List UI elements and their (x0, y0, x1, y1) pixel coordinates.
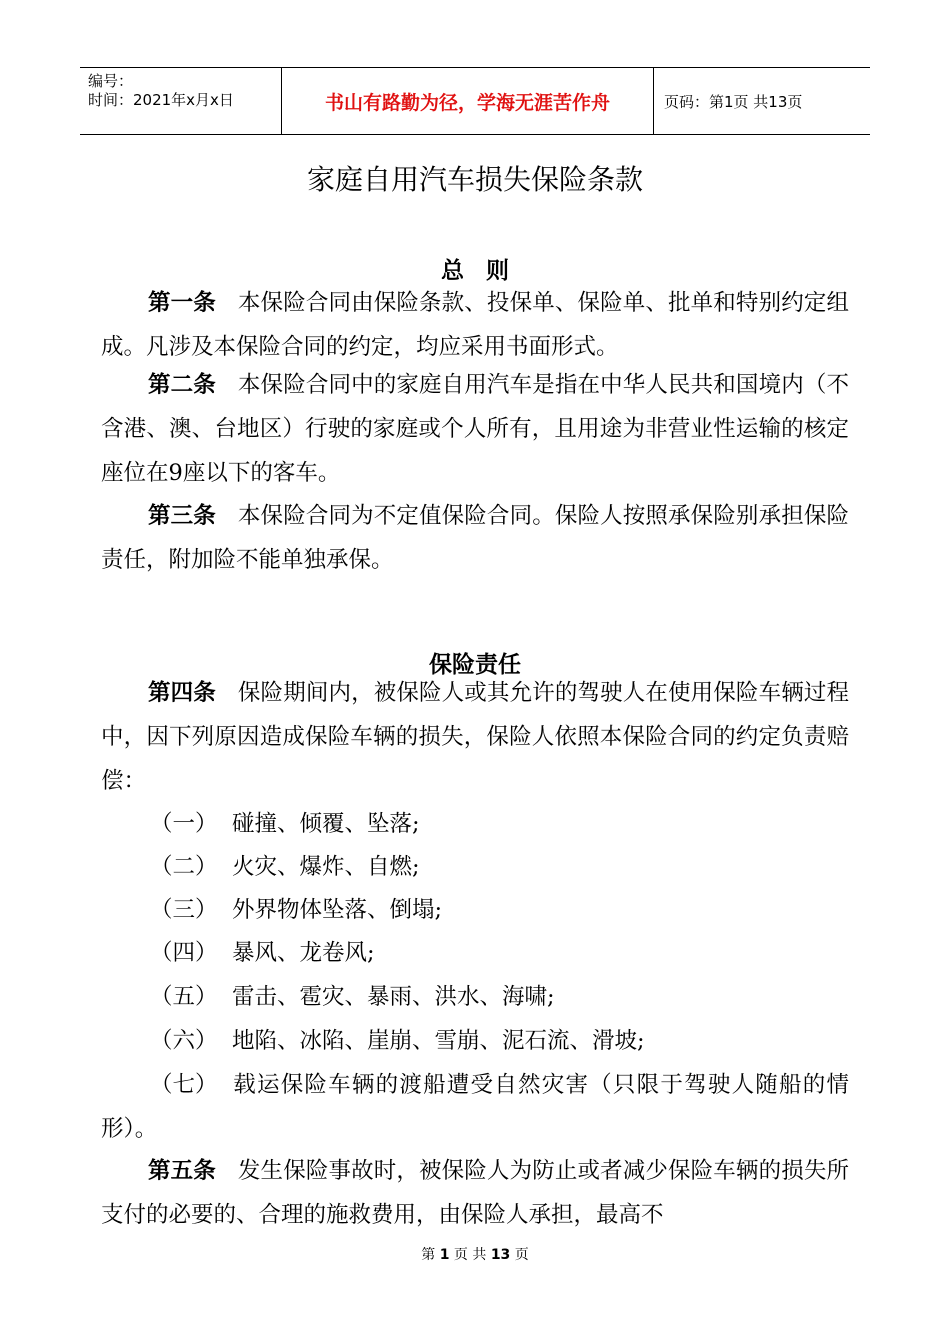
article-text: 本保险合同为不定值保险合同。保险人按照承保险别承担保险责任，附加险不能单独承保。 (101, 503, 849, 573)
item-number: （六） (150, 1028, 218, 1054)
item-number: （一） (150, 811, 218, 837)
list-item (150, 931, 375, 975)
header-motto: 书山有路勤为径，学海无涯苦作舟 (324, 91, 610, 114)
list-item (150, 888, 442, 932)
footer-prefix: 第 (421, 1247, 436, 1263)
document-number-label: 编号： (88, 72, 134, 90)
header-meta (88, 72, 278, 110)
item-text: 碰撞、倾覆、坠落; (232, 811, 420, 837)
article-text: 发生保险事故时，被保险人为防止或者减少保险车辆的损失所支付的必要的、合理的施救费用，由保险人承担，最高不 (101, 1158, 849, 1228)
document-title: 家庭自用汽车损失保险条款 (306, 163, 643, 196)
footer-suffix: 页 (514, 1247, 529, 1263)
article-4 (101, 671, 849, 803)
article-text: 本保险合同中的家庭自用汽车是指在中华人民共和国境内（不含港、澳、台地区）行驶的家庭或个人所有，且用途为非营业性运输的核定座位在9座以下的客车。 (101, 372, 849, 486)
section-heading-general: 总则 (441, 258, 531, 284)
page-header (80, 67, 870, 135)
article-number: 第二条 (148, 372, 216, 398)
item-number: （四） (150, 940, 218, 966)
article-5 (101, 1149, 849, 1237)
article-number: 第三条 (148, 503, 216, 529)
list-item (150, 975, 555, 1019)
page-footer (0, 1244, 950, 1264)
item-number: （三） (150, 897, 218, 923)
article-number: 第五条 (148, 1158, 216, 1184)
item-number: （七） (150, 1072, 218, 1098)
article-2 (101, 363, 849, 495)
article-3 (101, 494, 849, 582)
footer-page-number: 1 (439, 1247, 450, 1263)
article-text: 保险期间内，被保险人或其允许的驾驶人在使用保险车辆过程中，因下列原因造成保险车辆的损失，保险人依照本保险合同的约定负责赔偿： (101, 680, 849, 794)
item-text: 暴风、龙卷风; (232, 940, 375, 966)
header-page-label: 页码：第1页 共13页 (664, 92, 803, 111)
item-number: （五） (150, 984, 218, 1010)
item-text: 载运保险车辆的渡船遭受自然灾害（只限于驾驶人随船的情形）。 (101, 1072, 849, 1142)
list-item (101, 1063, 849, 1151)
footer-total-pages: 13 (490, 1247, 511, 1263)
item-text: 地陷、冰陷、崖崩、雪崩、泥石流、滑坡; (232, 1028, 645, 1054)
article-number: 第四条 (148, 680, 216, 706)
section-heading-liability: 保险责任 (429, 652, 521, 678)
document-time-label: 时间：2021年x月x日 (88, 91, 234, 109)
list-item (150, 845, 420, 889)
footer-middle: 页 共 (453, 1247, 487, 1263)
item-text: 火灾、爆炸、自燃; (232, 854, 420, 880)
item-text: 雷击、雹灾、暴雨、洪水、海啸; (232, 984, 555, 1010)
list-item (150, 1019, 645, 1063)
article-number: 第一条 (148, 290, 216, 316)
article-text: 本保险合同由保险条款、投保单、保险单、批单和特别约定组成。凡涉及本保险合同的约定，均应采用书面形式。 (101, 290, 849, 360)
list-item (150, 802, 420, 846)
article-1 (101, 281, 849, 369)
header-divider (653, 68, 654, 134)
item-number: （二） (150, 854, 218, 880)
item-text: 外界物体坠落、倒塌; (232, 897, 443, 923)
